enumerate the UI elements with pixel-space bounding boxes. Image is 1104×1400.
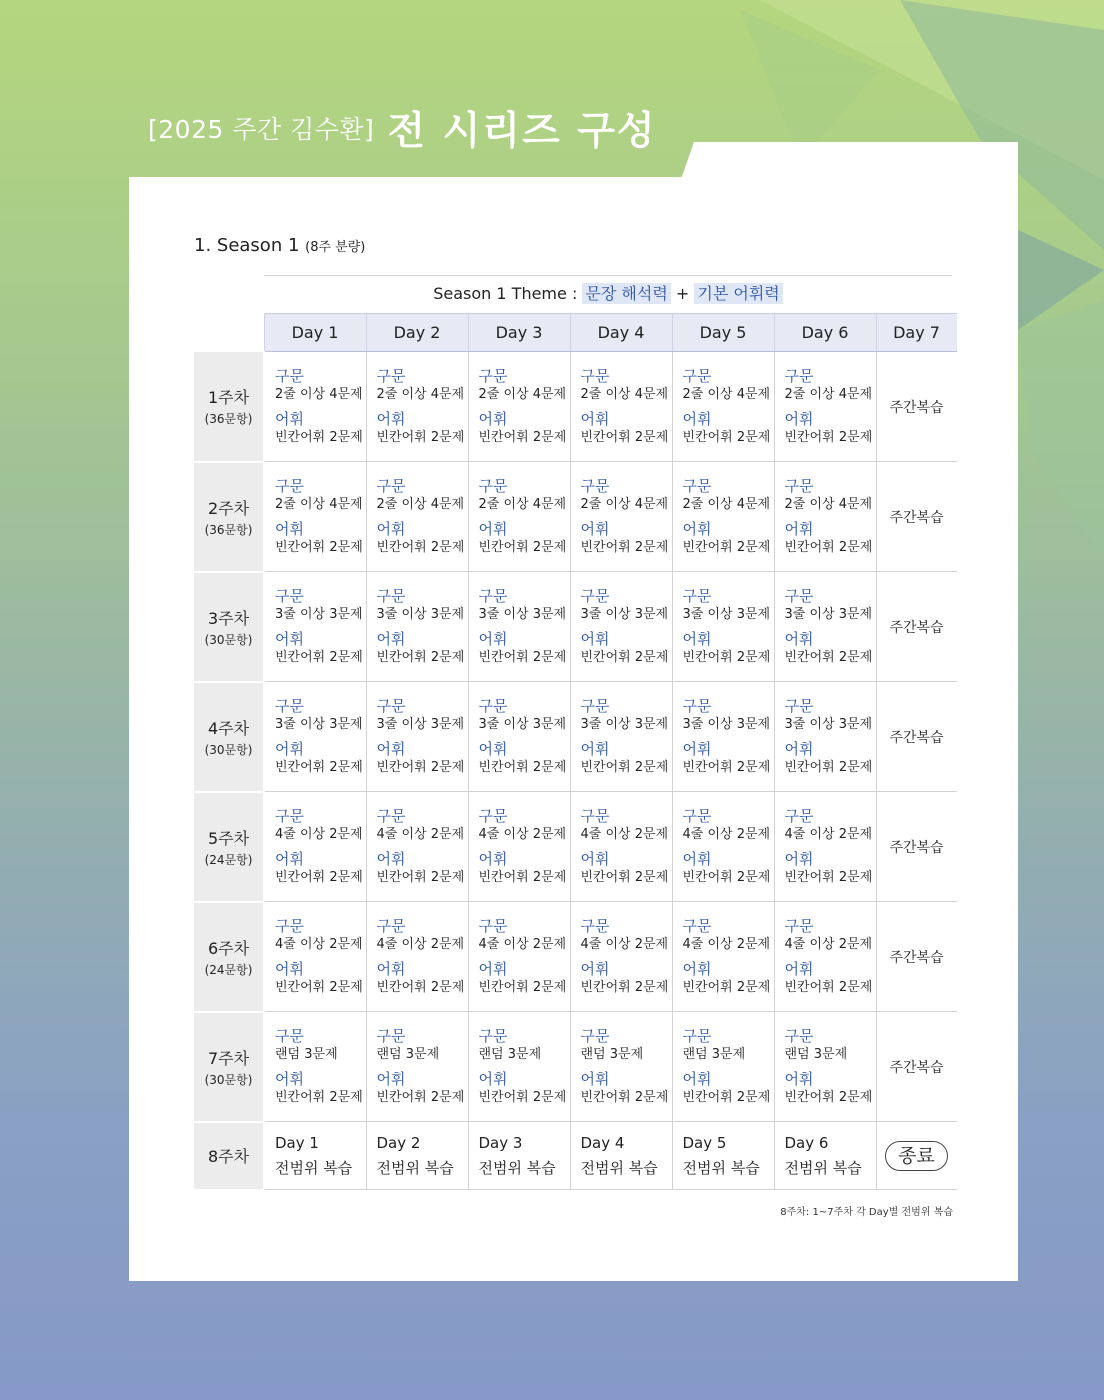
vocab-label: 어휘 (275, 739, 304, 758)
vocab-label: 어휘 (478, 1069, 508, 1088)
final-review-text: 전범위 복습 (682, 1158, 760, 1177)
week-count: (24문항) (204, 852, 253, 867)
syntax-label: 구문 (784, 696, 814, 715)
vocab-value: 빈칸어휘 2문제 (784, 1089, 873, 1105)
syntax-value: 랜덤 3문제 (784, 1046, 848, 1062)
week-header (194, 352, 264, 462)
syntax-label: 구문 (275, 916, 304, 935)
syntax-value: 랜덤 3문제 (376, 1046, 440, 1062)
vocab-label: 어휘 (275, 629, 304, 648)
syntax-value: 2줄 이상 4문제 (784, 386, 873, 402)
vocab-value: 빈칸어휘 2문제 (478, 429, 567, 445)
syntax-label: 구문 (580, 806, 610, 825)
vocab-label: 어휘 (682, 739, 712, 758)
syntax-label: 구문 (275, 696, 304, 715)
syntax-value: 4줄 이상 2문제 (275, 936, 363, 952)
week-label: 6주차 (207, 938, 250, 958)
syntax-value: 2줄 이상 4문제 (682, 386, 771, 402)
week-row (194, 352, 957, 462)
day-cell (570, 462, 672, 572)
day-cell (264, 462, 366, 572)
vocab-value: 빈칸어휘 2문제 (478, 649, 567, 665)
syntax-value: 랜덤 3문제 (682, 1046, 746, 1062)
syntax-label: 구문 (478, 916, 508, 935)
syntax-label: 구문 (478, 806, 508, 825)
weekly-review: 주간복습 (876, 682, 957, 792)
day-cell (570, 1012, 672, 1122)
final-review-text: 전범위 복습 (784, 1158, 862, 1177)
vocab-label: 어휘 (682, 1069, 712, 1088)
final-review-cell (570, 1122, 672, 1190)
vocab-value: 빈칸어휘 2문제 (784, 539, 873, 555)
vocab-label: 어휘 (275, 849, 304, 868)
final-review-cell (672, 1122, 774, 1190)
vocab-label: 어휘 (580, 959, 610, 978)
week-header (194, 462, 264, 572)
schedule-table (194, 313, 957, 1191)
syntax-value: 3줄 이상 3문제 (478, 606, 567, 622)
syntax-value: 3줄 이상 3문제 (275, 606, 363, 622)
syntax-value: 4줄 이상 2문제 (580, 826, 669, 842)
vocab-label: 어휘 (784, 519, 814, 538)
syntax-label: 구문 (376, 806, 406, 825)
vocab-label: 어휘 (682, 629, 712, 648)
syntax-value: 4줄 이상 2문제 (376, 826, 465, 842)
vocab-value: 빈칸어휘 2문제 (275, 759, 363, 775)
vocab-label: 어휘 (478, 409, 508, 428)
vocab-value: 빈칸어휘 2문제 (478, 869, 567, 885)
vocab-value: 빈칸어휘 2문제 (580, 759, 669, 775)
vocab-label: 어휘 (376, 739, 406, 758)
syntax-value: 2줄 이상 4문제 (682, 496, 771, 512)
vocab-value: 빈칸어휘 2문제 (376, 539, 465, 555)
vocab-value: 빈칸어휘 2문제 (682, 1089, 771, 1105)
vocab-value: 빈칸어휘 2문제 (376, 759, 465, 775)
vocab-value: 빈칸어휘 2문제 (682, 869, 771, 885)
weekly-review: 주간복습 (876, 572, 957, 682)
syntax-label: 구문 (682, 1026, 712, 1045)
day-cell (570, 682, 672, 792)
syntax-label: 구문 (580, 1026, 610, 1045)
syntax-value: 2줄 이상 4문제 (376, 386, 465, 402)
vocab-label: 어휘 (478, 959, 508, 978)
syntax-value: 3줄 이상 3문제 (580, 716, 669, 732)
day-cell (774, 792, 876, 902)
week-row (194, 792, 957, 902)
week-label: 1주차 (207, 388, 250, 407)
week-label: 8주차 (207, 1147, 250, 1166)
vocab-value: 빈칸어휘 2문제 (376, 1089, 465, 1105)
header-day-1: Day 1 (264, 314, 366, 352)
week-count: (30문항) (204, 742, 253, 757)
day-cell (468, 572, 570, 682)
day-cell (672, 902, 774, 1012)
day-cell (774, 462, 876, 572)
vocab-label: 어휘 (580, 629, 610, 648)
syntax-label: 구문 (580, 586, 610, 605)
final-review-cell (366, 1122, 468, 1190)
end-cell (876, 1122, 957, 1190)
syntax-value: 4줄 이상 2문제 (682, 936, 771, 952)
vocab-label: 어휘 (275, 409, 304, 428)
syntax-value: 4줄 이상 2문제 (478, 936, 567, 952)
vocab-label: 어휘 (784, 629, 814, 648)
syntax-label: 구문 (784, 1026, 814, 1045)
syntax-label: 구문 (784, 366, 814, 385)
week-label: 7주차 (207, 1048, 250, 1068)
vocab-label: 어휘 (376, 959, 406, 978)
week-header (194, 572, 264, 682)
vocab-label: 어휘 (784, 849, 814, 868)
vocab-label: 어휘 (682, 959, 712, 978)
vocab-label: 어휘 (376, 629, 406, 648)
day-cell (774, 902, 876, 1012)
syntax-label: 구문 (580, 366, 610, 385)
vocab-value: 빈칸어휘 2문제 (478, 539, 567, 555)
day-cell (366, 792, 468, 902)
vocab-label: 어휘 (580, 409, 610, 428)
vocab-label: 어휘 (784, 409, 814, 428)
vocab-value: 빈칸어휘 2문제 (275, 1089, 363, 1105)
week-header (194, 1012, 264, 1122)
header-day-7: Day 7 (876, 314, 957, 352)
vocab-label: 어휘 (682, 519, 712, 538)
vocab-value: 빈칸어휘 2문제 (784, 759, 873, 775)
final-day-label: Day 3 (478, 1133, 523, 1152)
vocab-value: 빈칸어휘 2문제 (682, 979, 771, 995)
day-cell (570, 572, 672, 682)
week-count: (36문항) (204, 522, 253, 537)
day-cell (468, 792, 570, 902)
vocab-value: 빈칸어휘 2문제 (376, 979, 465, 995)
syntax-label: 구문 (580, 696, 610, 715)
syntax-value: 2줄 이상 4문제 (376, 496, 465, 512)
vocab-value: 빈칸어휘 2문제 (580, 1089, 669, 1105)
final-review-cell (774, 1122, 876, 1190)
week-row (194, 1012, 957, 1122)
day-cell (468, 1012, 570, 1122)
weekly-review: 주간복습 (876, 792, 957, 902)
vocab-label: 어휘 (580, 739, 610, 758)
syntax-label: 구문 (682, 916, 712, 935)
syntax-value: 랜덤 3문제 (580, 1046, 644, 1062)
syntax-label: 구문 (478, 1026, 508, 1045)
day-cell (468, 682, 570, 792)
syntax-label: 구문 (275, 476, 304, 495)
vocab-value: 빈칸어휘 2문제 (275, 869, 363, 885)
week-label: 3주차 (207, 608, 250, 628)
syntax-label: 구문 (784, 476, 814, 495)
final-review-cell (264, 1122, 366, 1190)
header-day-5: Day 5 (672, 314, 774, 352)
final-review-cell (468, 1122, 570, 1190)
vocab-label: 어휘 (478, 629, 508, 648)
day-cell (366, 572, 468, 682)
syntax-label: 구문 (478, 696, 508, 715)
header-corner (194, 314, 264, 352)
week-header (194, 1122, 264, 1190)
week-header (194, 902, 264, 1012)
syntax-value: 2줄 이상 4문제 (784, 496, 873, 512)
day-cell (774, 352, 876, 462)
syntax-label: 구문 (478, 366, 508, 385)
syntax-label: 구문 (580, 916, 610, 935)
syntax-value: 랜덤 3문제 (275, 1046, 338, 1062)
vocab-label: 어휘 (478, 739, 508, 758)
week-count: (30문항) (204, 1072, 253, 1087)
day-cell (264, 352, 366, 462)
syntax-value: 3줄 이상 3문제 (784, 606, 873, 622)
syntax-value: 2줄 이상 4문제 (275, 496, 363, 512)
theme-row (264, 275, 952, 312)
day-cell (366, 682, 468, 792)
syntax-label: 구문 (376, 696, 406, 715)
vocab-value: 빈칸어휘 2문제 (682, 429, 771, 445)
vocab-value: 빈칸어휘 2문제 (478, 1089, 567, 1105)
theme-part2: 기본 어휘력 (694, 283, 782, 304)
season-heading (194, 235, 365, 256)
vocab-value: 빈칸어휘 2문제 (275, 649, 363, 665)
day-cell (468, 902, 570, 1012)
header-day-6: Day 6 (774, 314, 876, 352)
header-day-3: Day 3 (468, 314, 570, 352)
day-cell (366, 1012, 468, 1122)
vocab-value: 빈칸어휘 2문제 (682, 759, 771, 775)
syntax-value: 4줄 이상 2문제 (275, 826, 363, 842)
week-count: (30문항) (204, 632, 253, 647)
weekly-review: 주간복습 (876, 352, 957, 462)
syntax-label: 구문 (275, 806, 304, 825)
vocab-value: 빈칸어휘 2문제 (580, 649, 669, 665)
theme-part1: 문장 해석력 (582, 283, 670, 304)
vocab-label: 어휘 (275, 1069, 304, 1088)
syntax-value: 4줄 이상 2문제 (682, 826, 771, 842)
syntax-value: 2줄 이상 4문제 (478, 496, 567, 512)
syntax-label: 구문 (478, 586, 508, 605)
vocab-value: 빈칸어휘 2문제 (580, 429, 669, 445)
vocab-value: 빈칸어휘 2문제 (478, 979, 567, 995)
syntax-label: 구문 (784, 806, 814, 825)
vocab-label: 어휘 (784, 1069, 814, 1088)
vocab-value: 빈칸어휘 2문제 (580, 979, 669, 995)
vocab-label: 어휘 (376, 1069, 406, 1088)
day-cell (672, 352, 774, 462)
final-day-label: Day 1 (275, 1133, 319, 1152)
syntax-label: 구문 (376, 916, 406, 935)
week-row (194, 902, 957, 1012)
vocab-label: 어휘 (275, 959, 304, 978)
syntax-label: 구문 (376, 586, 406, 605)
vocab-value: 빈칸어휘 2문제 (478, 759, 567, 775)
week-header (194, 682, 264, 792)
day-cell (672, 572, 774, 682)
final-day-label: Day 4 (580, 1133, 625, 1152)
day-cell (366, 462, 468, 572)
day-cell (366, 902, 468, 1012)
vocab-label: 어휘 (376, 849, 406, 868)
theme-plus: + (670, 284, 695, 303)
season-sub: (8주 분량) (305, 240, 366, 255)
vocab-value: 빈칸어휘 2문제 (784, 869, 873, 885)
vocab-label: 어휘 (784, 959, 814, 978)
syntax-value: 4줄 이상 2문제 (784, 936, 873, 952)
day-cell (264, 902, 366, 1012)
vocab-value: 빈칸어휘 2문제 (275, 979, 363, 995)
week-row (194, 572, 957, 682)
final-review-text: 전범위 복습 (275, 1158, 353, 1177)
day-cell (774, 682, 876, 792)
vocab-label: 어휘 (478, 519, 508, 538)
final-review-text: 전범위 복습 (376, 1158, 454, 1177)
syntax-value: 4줄 이상 2문제 (580, 936, 669, 952)
syntax-label: 구문 (682, 366, 712, 385)
syntax-value: 4줄 이상 2문제 (376, 936, 465, 952)
day-cell (774, 1012, 876, 1122)
vocab-value: 빈칸어휘 2문제 (376, 649, 465, 665)
vocab-label: 어휘 (784, 739, 814, 758)
vocab-value: 빈칸어휘 2문제 (580, 869, 669, 885)
syntax-label: 구문 (376, 476, 406, 495)
day-cell (468, 462, 570, 572)
vocab-value: 빈칸어휘 2문제 (682, 649, 771, 665)
week-row (194, 682, 957, 792)
syntax-value: 2줄 이상 4문제 (580, 496, 669, 512)
syntax-label: 구문 (478, 476, 508, 495)
syntax-value: 3줄 이상 3문제 (376, 716, 465, 732)
vocab-value: 빈칸어휘 2문제 (376, 429, 465, 445)
vocab-label: 어휘 (580, 1069, 610, 1088)
day-cell (672, 792, 774, 902)
syntax-value: 4줄 이상 2문제 (784, 826, 873, 842)
vocab-value: 빈칸어휘 2문제 (275, 429, 363, 445)
vocab-label: 어휘 (275, 519, 304, 538)
syntax-value: 3줄 이상 3문제 (580, 606, 669, 622)
vocab-value: 빈칸어휘 2문제 (275, 539, 363, 555)
final-day-label: Day 6 (784, 1133, 829, 1152)
season-label: 1. Season 1 (194, 235, 300, 256)
week-label: 5주차 (207, 828, 250, 848)
final-day-label: Day 5 (682, 1133, 727, 1152)
week-label: 4주차 (207, 718, 250, 738)
day-cell (672, 682, 774, 792)
syntax-value: 4줄 이상 2문제 (478, 826, 567, 842)
week-count: (24문항) (204, 962, 253, 977)
day-cell (672, 462, 774, 572)
page-title (148, 100, 657, 156)
syntax-value: 2줄 이상 4문제 (580, 386, 669, 402)
day-cell (570, 792, 672, 902)
header-day-4: Day 4 (570, 314, 672, 352)
week-row (194, 462, 957, 572)
title-main: 전 시리즈 구성 (387, 109, 657, 154)
vocab-label: 어휘 (580, 519, 610, 538)
footnote: 8주차: 1~7주차 각 Day별 전범위 복습 (780, 1207, 953, 1218)
vocab-label: 어휘 (478, 849, 508, 868)
day-cell (264, 572, 366, 682)
syntax-label: 구문 (682, 696, 712, 715)
day-cell (570, 902, 672, 1012)
syntax-value: 3줄 이상 3문제 (682, 606, 771, 622)
syntax-label: 구문 (784, 916, 814, 935)
day-cell (264, 1012, 366, 1122)
title-prefix: [2025 주간 김수환] (148, 115, 375, 144)
syntax-value: 2줄 이상 4문제 (478, 386, 567, 402)
weekly-review: 주간복습 (876, 1012, 957, 1122)
syntax-label: 구문 (275, 366, 304, 385)
syntax-label: 구문 (275, 1026, 304, 1045)
day-cell (570, 352, 672, 462)
final-review-text: 전범위 복습 (580, 1158, 658, 1177)
vocab-label: 어휘 (682, 409, 712, 428)
theme-prefix: Season 1 Theme : (433, 284, 583, 303)
vocab-label: 어휘 (376, 519, 406, 538)
syntax-label: 구문 (784, 586, 814, 605)
end-badge: 종료 (885, 1141, 948, 1171)
week-count: (36문항) (204, 412, 253, 426)
syntax-value: 2줄 이상 4문제 (275, 386, 363, 402)
syntax-value: 3줄 이상 3문제 (376, 606, 465, 622)
day-cell (264, 792, 366, 902)
syntax-label: 구문 (682, 586, 712, 605)
syntax-value: 랜덤 3문제 (478, 1046, 542, 1062)
final-day-label: Day 2 (376, 1133, 421, 1152)
vocab-value: 빈칸어휘 2문제 (784, 649, 873, 665)
week-header (194, 792, 264, 902)
day-cell (774, 572, 876, 682)
vocab-value: 빈칸어휘 2문제 (682, 539, 771, 555)
vocab-label: 어휘 (376, 409, 406, 428)
syntax-value: 3줄 이상 3문제 (275, 716, 363, 732)
vocab-value: 빈칸어휘 2문제 (376, 869, 465, 885)
syntax-label: 구문 (376, 366, 406, 385)
syntax-label: 구문 (275, 586, 304, 605)
weekly-review: 주간복습 (876, 902, 957, 1012)
day-cell (672, 1012, 774, 1122)
day-cell (468, 352, 570, 462)
header-day-2: Day 2 (366, 314, 468, 352)
syntax-label: 구문 (682, 476, 712, 495)
final-review-text: 전범위 복습 (478, 1158, 556, 1177)
header-row (194, 314, 957, 352)
card-tab (680, 142, 1018, 182)
syntax-value: 3줄 이상 3문제 (784, 716, 873, 732)
syntax-label: 구문 (376, 1026, 406, 1045)
day-cell (264, 682, 366, 792)
vocab-value: 빈칸어휘 2문제 (580, 539, 669, 555)
day-cell (366, 352, 468, 462)
syntax-label: 구문 (580, 476, 610, 495)
weekly-review: 주간복습 (876, 462, 957, 572)
syntax-value: 3줄 이상 3문제 (478, 716, 567, 732)
syntax-value: 3줄 이상 3문제 (682, 716, 771, 732)
week-row-8 (194, 1122, 957, 1190)
vocab-label: 어휘 (580, 849, 610, 868)
vocab-label: 어휘 (682, 849, 712, 868)
vocab-value: 빈칸어휘 2문제 (784, 979, 873, 995)
week-label: 2주차 (207, 498, 250, 518)
vocab-value: 빈칸어휘 2문제 (784, 429, 873, 445)
syntax-label: 구문 (682, 806, 712, 825)
